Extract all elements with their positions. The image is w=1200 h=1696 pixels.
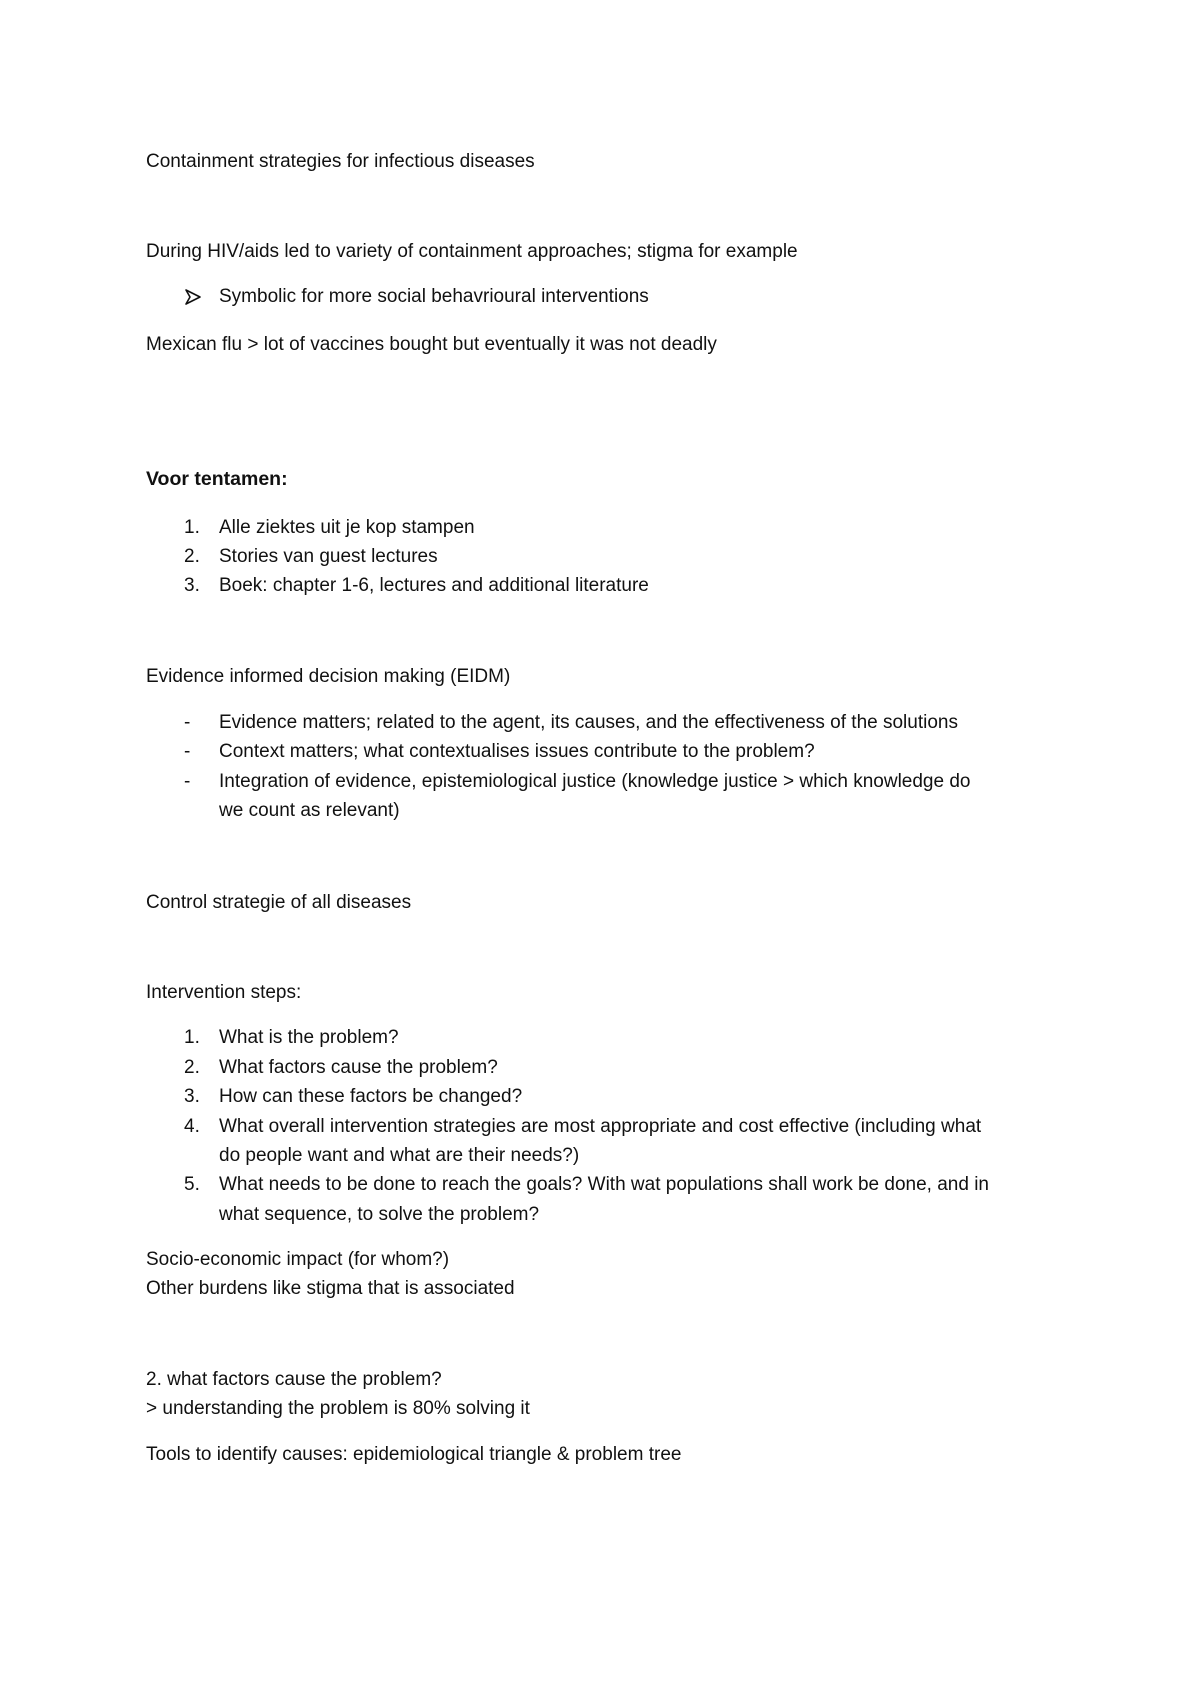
socio-economic-line: Socio-economic impact (for whom?) — [146, 1249, 450, 1270]
list-number: 1. — [184, 517, 200, 538]
list-item-text: What factors cause the problem? — [219, 1057, 498, 1078]
list-item-text: What is the problem? — [219, 1027, 399, 1048]
list-item-text: Evidence matters; related to the agent, its causes, and the effectiveness of the solutions — [219, 712, 958, 733]
dash-marker: - — [184, 712, 191, 733]
understanding-line: > understanding the problem is 80% solving it — [146, 1398, 530, 1419]
list-item-text: Context matters; what contextualises issues contribute to the problem? — [219, 741, 815, 762]
list-item-text: Stories van guest lectures — [219, 546, 438, 567]
mexican-flu-line: Mexican flu > lot of vaccines bought but eventually it was not deadly — [146, 334, 717, 355]
list-item-text: what sequence, to solve the problem? — [219, 1204, 540, 1225]
eidm-heading: Evidence informed decision making (EIDM) — [146, 666, 511, 687]
list-number: 5. — [184, 1174, 200, 1195]
list-item-text: What needs to be done to reach the goals? With wat populations shall work be done, and in — [219, 1174, 989, 1195]
list-number: 4. — [184, 1116, 200, 1137]
other-burdens-line: Other burdens like stigma that is associated — [146, 1278, 515, 1299]
list-number: 2. — [184, 1057, 200, 1078]
list-item-text: Alle ziektes uit je kop stampen — [219, 517, 475, 538]
hiv-sub-text: Symbolic for more social behavrioural interventions — [219, 286, 649, 307]
control-strategie-line: Control strategie of all diseases — [146, 892, 412, 913]
dash-marker: - — [184, 771, 191, 792]
dash-marker: - — [184, 741, 191, 762]
list-number: 2. — [184, 546, 200, 567]
hiv-line: During HIV/aids led to variety of containment approaches; stigma for example — [146, 241, 798, 262]
voor-tentamen-heading: Voor tentamen: — [146, 468, 288, 490]
list-number: 1. — [184, 1027, 200, 1048]
list-number: 3. — [184, 575, 200, 596]
list-item-text: we count as relevant) — [219, 800, 400, 821]
list-item-text: Boek: chapter 1-6, lectures and additional literature — [219, 575, 649, 596]
list-item-text: do people want and what are their needs?) — [219, 1145, 580, 1166]
list-item-text: What overall intervention strategies are most appropriate and cost effective (including what — [219, 1116, 982, 1137]
list-item-text: Integration of evidence, epistemiological justice (knowledge justice > which knowledge do — [219, 771, 971, 792]
arrowhead-bullet-icon — [184, 288, 202, 306]
list-number: 3. — [184, 1086, 200, 1107]
tools-line: Tools to identify causes: epidemiological triangle & problem tree — [146, 1444, 682, 1465]
document-title: Containment strategies for infectious diseases — [146, 151, 535, 172]
factors-heading: 2. what factors cause the problem? — [146, 1369, 442, 1390]
list-item-text: How can these factors be changed? — [219, 1086, 523, 1107]
intervention-heading: Intervention steps: — [146, 982, 302, 1003]
